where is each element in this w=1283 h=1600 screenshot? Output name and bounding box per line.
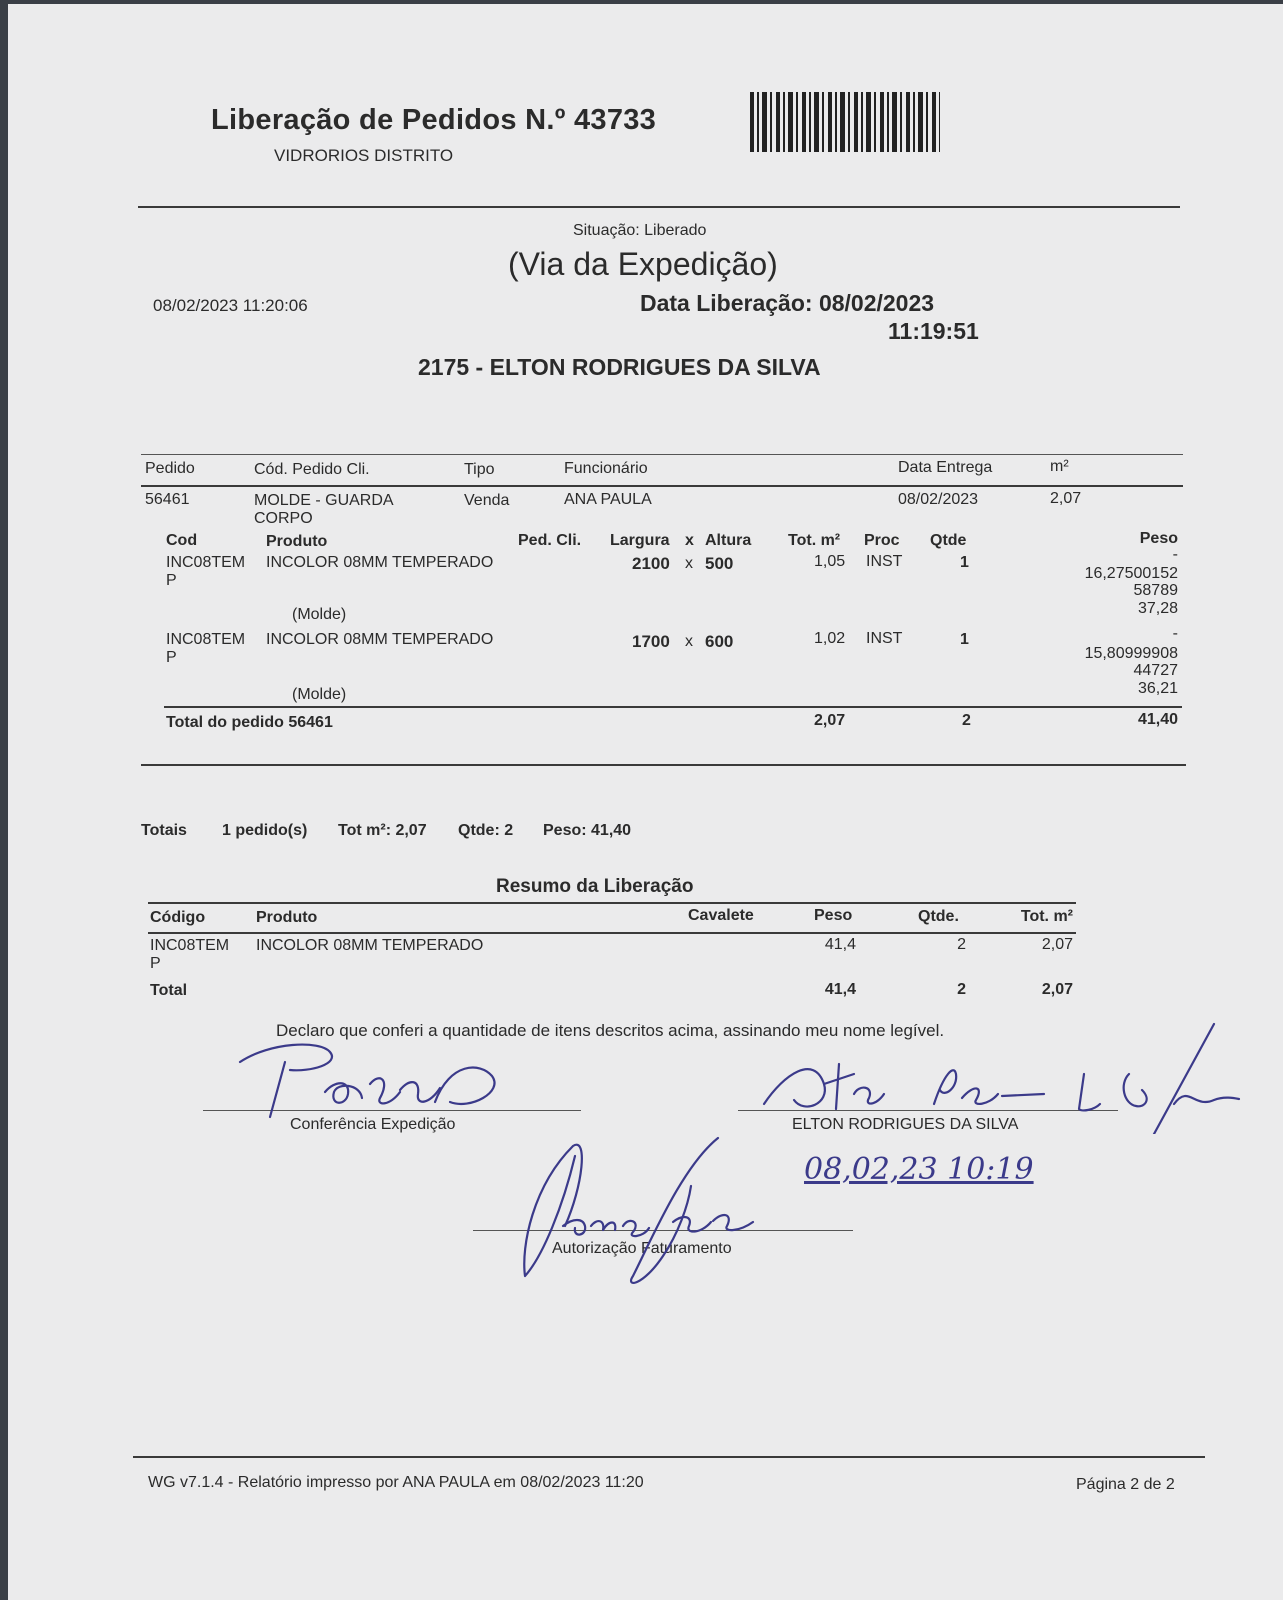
item1-altura: 500 xyxy=(705,554,734,573)
resumo-tot-m2: 2,07 xyxy=(1041,936,1073,953)
via-expedicao: (Via da Expedição) xyxy=(508,246,778,282)
resumo-col-produto: Produto xyxy=(256,909,318,926)
item2-largura: 1700 xyxy=(632,632,670,651)
resumo-total-tot-m2: 2,07 xyxy=(1041,981,1073,998)
order-bottom-rule xyxy=(141,764,1186,766)
totais-m2: Tot m²: 2,07 xyxy=(338,822,427,839)
col-funcionario: Funcionário xyxy=(564,460,648,477)
item1-proc: INST xyxy=(866,553,903,570)
totais-pedidos: 1 pedido(s) xyxy=(222,822,308,839)
item2-x: x xyxy=(685,633,693,650)
resumo-title: Resumo da Liberação xyxy=(496,876,694,897)
order-header-rule xyxy=(141,485,1183,487)
footer-printed-by: WG v7.1.4 - Relatório impresso por ANA PAULA em 08/02/2023 11:20 xyxy=(148,1474,644,1491)
item-col-largura: Largura xyxy=(610,532,670,549)
document-title: Liberação de Pedidos N.º 43733 xyxy=(211,104,657,136)
resumo-codigo-line2: P xyxy=(150,955,161,972)
resumo-header-rule xyxy=(148,932,1076,934)
item-col-produto: Produto xyxy=(266,533,328,550)
order-m2: 2,07 xyxy=(1050,490,1082,507)
item-col-qtde: Qtde xyxy=(930,532,967,549)
order-cod-line1: MOLDE - GUARDA xyxy=(254,492,394,509)
item-col-tot-m2: Tot. m² xyxy=(788,532,841,549)
order-data-entrega: 08/02/2023 xyxy=(898,491,979,508)
footer-rule xyxy=(133,1456,1205,1458)
order-total-m2: 2,07 xyxy=(814,712,846,729)
item-col-peso: Peso xyxy=(1139,530,1178,547)
signature-conferencia xyxy=(230,1032,530,1122)
totais-qtde: Qtde: 2 xyxy=(458,822,514,839)
item2-altura: 600 xyxy=(705,632,734,651)
item-col-cod: Cod xyxy=(166,532,198,549)
signature-autorizacao xyxy=(513,1126,773,1286)
order-table-top-rule xyxy=(141,454,1183,455)
resumo-codigo-line1: INC08TEM xyxy=(150,937,230,954)
col-pedido: Pedido xyxy=(145,460,195,477)
signature-client xyxy=(744,1014,1244,1134)
footer-page-number: Página 2 de 2 xyxy=(1076,1476,1175,1493)
signature-label-autorizacao: Autorização Faturamento xyxy=(552,1240,732,1257)
resumo-col-cavalete: Cavalete xyxy=(688,907,754,924)
totais-label: Totais xyxy=(141,822,187,839)
handwritten-date: 08,02,23 10:19 xyxy=(804,1152,1034,1187)
signature-label-conferencia: Conferência Expedição xyxy=(290,1116,456,1133)
resumo-total-peso: 41,4 xyxy=(824,981,856,998)
order-total-qtde: 2 xyxy=(962,712,971,729)
item1-obs: (Molde) xyxy=(292,606,347,623)
item1-peso-line2: 58789 xyxy=(1133,582,1178,599)
order-pedido: 56461 xyxy=(145,491,190,508)
barcode xyxy=(750,92,940,152)
item1-tot-m2: 1,05 xyxy=(814,553,846,570)
order-total-peso: 41,40 xyxy=(1137,711,1178,728)
item1-peso-line1: 16,27500152 xyxy=(1084,565,1178,582)
item2-peso-line2: 44727 xyxy=(1133,662,1178,679)
item2-cod-line1: INC08TEM xyxy=(166,631,246,648)
item1-qtde: 1 xyxy=(960,554,969,571)
item-col-ped-cli: Ped. Cli. xyxy=(518,532,582,549)
header-divider xyxy=(138,206,1180,208)
item2-peso-dash: - xyxy=(1172,625,1178,642)
company-name: VIDRORIOS DISTRITO xyxy=(274,146,454,165)
resumo-qtde: 2 xyxy=(957,936,966,953)
item2-produto: INCOLOR 08MM TEMPERADO xyxy=(266,631,494,648)
item1-cod-line2: P xyxy=(166,572,177,589)
order-total-label: Total do pedido 56461 xyxy=(166,714,333,731)
col-tipo: Tipo xyxy=(464,461,495,478)
col-cod-pedido-cli: Cód. Pedido Cli. xyxy=(254,461,370,478)
printed-timestamp: 08/02/2023 11:20:06 xyxy=(153,296,308,315)
item1-x: x xyxy=(685,555,693,572)
item1-peso-dash: - xyxy=(1172,546,1178,563)
item2-cod-line2: P xyxy=(166,649,177,666)
item-col-x: x xyxy=(685,532,694,549)
item2-qtde: 1 xyxy=(960,631,969,648)
col-m2: m² xyxy=(1050,458,1069,475)
totais-peso: Peso: 41,40 xyxy=(543,822,632,839)
resumo-total-qtde: 2 xyxy=(957,981,966,998)
col-data-entrega: Data Entrega xyxy=(898,459,993,476)
resumo-col-codigo: Código xyxy=(150,909,206,926)
item1-produto: INCOLOR 08MM TEMPERADO xyxy=(266,554,494,571)
situacao: Situação: Liberado xyxy=(573,222,707,239)
item2-obs: (Molde) xyxy=(292,686,347,703)
signature-label-client: ELTON RODRIGUES DA SILVA xyxy=(792,1116,1019,1133)
item2-proc: INST xyxy=(866,630,903,647)
item2-tot-m2: 1,02 xyxy=(814,630,846,647)
resumo-col-qtde: Qtde. xyxy=(918,908,959,925)
order-cod-line2: CORPO xyxy=(254,510,313,527)
data-liberacao-time: 11:19:51 xyxy=(888,318,979,344)
order-funcionario: ANA PAULA xyxy=(564,491,652,508)
item-col-proc: Proc xyxy=(864,532,900,549)
client-name: 2175 - ELTON RODRIGUES DA SILVA xyxy=(418,354,821,380)
item1-largura: 2100 xyxy=(632,554,670,573)
resumo-col-tot-m2: Tot. m² xyxy=(1020,908,1073,925)
resumo-top-rule xyxy=(148,902,1076,904)
resumo-produto: INCOLOR 08MM TEMPERADO xyxy=(256,937,484,954)
resumo-col-peso: Peso xyxy=(814,907,853,924)
item-col-altura: Altura xyxy=(705,532,752,549)
order-total-rule xyxy=(164,706,1182,708)
resumo-peso: 41,4 xyxy=(824,936,856,953)
declaration-text: Declaro que conferi a quantidade de itens descritos acima, assinando meu nome legível. xyxy=(276,1021,945,1040)
document-page xyxy=(8,4,1283,1600)
resumo-total-label: Total xyxy=(150,982,188,999)
item2-peso-line3: 36,21 xyxy=(1137,680,1178,697)
item1-cod-line1: INC08TEM xyxy=(166,554,246,571)
item1-peso-line3: 37,28 xyxy=(1137,600,1178,617)
order-tipo: Venda xyxy=(464,492,510,509)
item2-peso-line1: 15,80999908 xyxy=(1084,645,1178,662)
data-liberacao: Data Liberação: 08/02/2023 xyxy=(640,290,935,316)
